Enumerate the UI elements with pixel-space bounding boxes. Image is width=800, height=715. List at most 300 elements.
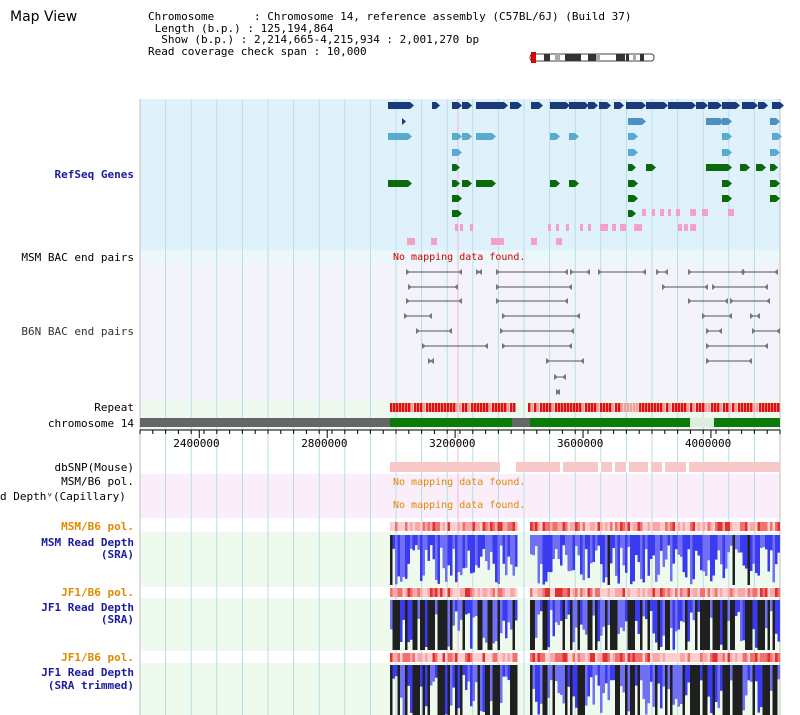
polymorphism-cell	[635, 653, 638, 662]
polymorphism-cell	[643, 522, 646, 531]
read-depth-bar	[408, 665, 411, 686]
repeat-block	[738, 403, 741, 412]
polymorphism-cell	[538, 653, 541, 662]
read-depth-bar	[473, 600, 476, 617]
polymorphism-cell	[470, 653, 473, 662]
polymorphism-cell	[485, 522, 488, 531]
read-depth-bar	[628, 665, 631, 711]
repeat-block	[699, 403, 702, 412]
polymorphism-cell	[493, 588, 496, 597]
read-depth-bar	[455, 665, 458, 715]
read-depth-bar	[625, 600, 628, 621]
polymorphism-cell	[693, 522, 696, 531]
repeat-block	[717, 403, 720, 412]
read-depth-capillary-label[interactable]: d Depthᵛ(Capillary)	[0, 490, 126, 503]
b6n-bac-label[interactable]: B6N BAC end pairs	[21, 325, 134, 338]
repeat-block	[666, 403, 669, 412]
read-depth-bar	[610, 600, 613, 650]
polymorphism-cell	[600, 522, 603, 531]
read-depth-bar	[710, 665, 713, 713]
polymorphism-cell	[545, 653, 548, 662]
repeat-block	[576, 403, 579, 412]
show-value: 2,214,665-4,215,934 : 2,001,270 bp	[253, 33, 480, 46]
read-depth-bar	[473, 665, 476, 701]
read-depth-bar	[683, 665, 686, 715]
read-depth-bar	[435, 535, 438, 580]
read-depth-bar	[730, 665, 733, 680]
read-depth-bar	[400, 535, 403, 582]
read-depth-bar	[565, 665, 568, 715]
polymorphism-cell	[410, 653, 413, 662]
polymorphism-cell	[500, 653, 503, 662]
read-depth-bar	[685, 535, 688, 577]
gene-feature	[462, 180, 468, 187]
polymorphism-cell	[770, 522, 773, 531]
polymorphism-cell	[593, 522, 596, 531]
read-depth-bar	[510, 600, 513, 630]
read-depth-bar	[610, 535, 613, 563]
polymorphism-cell	[553, 588, 556, 597]
polymorphism-cell	[613, 588, 616, 597]
read-depth-bar	[550, 665, 553, 680]
read-depth-bar	[473, 535, 476, 573]
read-depth-bar	[500, 665, 503, 703]
polymorphism-cell	[720, 653, 723, 662]
read-depth-bar	[438, 665, 441, 715]
polymorphism-cell	[543, 522, 546, 531]
gene-feature	[690, 209, 696, 216]
polymorphism-cell	[690, 588, 693, 597]
polymorphism-cell	[420, 588, 423, 597]
polymorphism-cell	[450, 653, 453, 662]
polymorphism-cell	[750, 522, 753, 531]
read-depth-bar	[428, 535, 431, 561]
repeat-block	[552, 403, 555, 412]
read-depth-bar	[635, 535, 638, 555]
read-depth-bar	[778, 600, 781, 642]
read-depth-bar	[693, 535, 696, 579]
polymorphism-cell	[400, 588, 403, 597]
read-depth-bar	[488, 535, 491, 570]
repeat-block	[636, 403, 639, 412]
ideogram-band	[588, 54, 596, 61]
read-depth-bar	[593, 600, 596, 616]
polymorphism-cell	[608, 588, 611, 597]
read-depth-bar	[713, 535, 716, 576]
read-depth-bar	[550, 535, 553, 572]
read-depth-bar	[635, 600, 638, 621]
read-depth-bar	[443, 600, 446, 650]
read-depth-bar	[633, 535, 636, 581]
polymorphism-cell	[463, 522, 466, 531]
read-depth-bar	[625, 665, 628, 715]
polymorphism-cell	[733, 522, 736, 531]
read-depth-bar	[578, 665, 581, 715]
polymorphism-cell	[475, 653, 478, 662]
read-depth-bar	[565, 535, 568, 555]
read-depth-bar	[463, 665, 466, 675]
polymorphism-cell	[690, 522, 693, 531]
repeat-block	[711, 403, 714, 412]
repeat-block	[579, 403, 582, 412]
polymorphism-cell	[725, 653, 728, 662]
read-depth-bar	[465, 665, 468, 690]
msm-b6-pol-label-2[interactable]: MSM/B6 pol.	[61, 520, 134, 533]
capillary-no-data: No mapping data found.	[393, 500, 526, 511]
polymorphism-cell	[398, 653, 401, 662]
polymorphism-cell	[773, 653, 776, 662]
gene-feature	[770, 118, 776, 125]
repeat-block	[612, 403, 615, 412]
read-depth-bar	[495, 535, 498, 582]
polymorphism-cell	[680, 653, 683, 662]
read-depth-bar	[648, 600, 651, 650]
read-depth-bar	[425, 665, 428, 706]
gene-feature	[676, 209, 680, 216]
dbsnp-label[interactable]: dbSNP(Mouse)	[54, 461, 134, 474]
polymorphism-cell	[685, 653, 688, 662]
polymorphism-cell	[763, 588, 766, 597]
polymorphism-cell	[500, 588, 503, 597]
repeat-block	[645, 403, 648, 412]
polymorphism-cell	[598, 588, 601, 597]
polymorphism-cell	[775, 522, 778, 531]
repeat-block	[420, 403, 423, 412]
polymorphism-cell	[540, 522, 543, 531]
repeat-block	[483, 403, 486, 412]
read-depth-bar	[773, 535, 776, 582]
read-depth-bar	[555, 600, 558, 622]
read-depth-bar	[415, 665, 418, 715]
read-depth-bar	[645, 665, 648, 715]
read-depth-bar	[493, 535, 496, 564]
repeat-block	[585, 403, 588, 412]
gene-feature	[550, 102, 566, 109]
jf1-b6-pol-label-1[interactable]: JF1/B6 pol.	[61, 586, 134, 599]
gene-feature	[491, 238, 499, 245]
polymorphism-cell	[668, 588, 671, 597]
ideogram-band	[633, 54, 636, 61]
polymorphism-cell	[735, 653, 738, 662]
polymorphism-cell	[390, 653, 393, 662]
polymorphism-cell	[733, 588, 736, 597]
read-depth-bar	[413, 665, 416, 715]
read-depth-bar	[715, 665, 718, 702]
read-depth-bar	[705, 600, 708, 650]
gene-feature	[431, 238, 437, 245]
gene-feature	[728, 209, 734, 216]
read-depth-bar	[713, 665, 716, 715]
read-depth-bar	[620, 535, 623, 548]
chromosome-bar	[390, 418, 512, 427]
polymorphism-cell	[753, 588, 756, 597]
polymorphism-cell	[408, 588, 411, 597]
read-depth-bar	[623, 535, 626, 565]
read-depth-bar	[500, 535, 503, 546]
refseq-genes-label[interactable]: RefSeq Genes	[54, 168, 134, 181]
polymorphism-cell	[708, 522, 711, 531]
polymorphism-cell	[558, 522, 561, 531]
polymorphism-cell	[648, 588, 651, 597]
polymorphism-cell	[630, 653, 633, 662]
polymorphism-cell	[575, 653, 578, 662]
repeat-block	[408, 403, 411, 412]
gene-feature	[550, 180, 556, 187]
gene-feature	[646, 102, 664, 109]
polymorphism-cell	[475, 588, 478, 597]
polymorphism-cell	[603, 653, 606, 662]
read-depth-bar	[403, 665, 406, 715]
msm-b6-pol-label-1[interactable]: MSM/B6 pol.	[61, 475, 134, 488]
read-depth-bar	[478, 535, 481, 568]
repeat-block	[603, 403, 606, 412]
read-depth-bar	[583, 600, 586, 630]
read-depth-bar	[633, 665, 636, 715]
read-depth-bar	[485, 600, 488, 643]
repeat-block	[750, 403, 753, 412]
read-depth-bar	[745, 665, 748, 695]
read-depth-bar	[433, 535, 436, 559]
read-depth-bar	[698, 665, 701, 715]
polymorphism-cell	[435, 522, 438, 531]
read-depth-bar	[643, 600, 646, 616]
repeat-block	[510, 403, 513, 412]
read-depth-bar	[725, 600, 728, 650]
repeat-block	[474, 403, 477, 412]
repeat-block	[723, 403, 726, 412]
polymorphism-cell	[590, 653, 593, 662]
read-depth-bar	[730, 535, 733, 546]
polymorphism-cell	[700, 588, 703, 597]
repeat-block	[732, 403, 735, 412]
polymorphism-cell	[608, 653, 611, 662]
polymorphism-cell	[395, 588, 398, 597]
polymorphism-cell	[413, 588, 416, 597]
read-depth-bar	[655, 600, 658, 642]
read-depth-bar	[743, 600, 746, 640]
read-depth-bar	[545, 665, 548, 715]
polymorphism-cell	[568, 653, 571, 662]
polymorphism-cell	[468, 522, 471, 531]
read-depth-bar	[530, 535, 533, 554]
ideogram-band	[544, 54, 550, 61]
polymorphism-cell	[608, 522, 611, 531]
polymorphism-cell	[513, 522, 516, 531]
read-depth-bar	[535, 665, 538, 702]
polymorphism-cell	[448, 588, 451, 597]
repeat-block	[594, 403, 597, 412]
read-depth-bar	[758, 535, 761, 576]
read-depth-bar	[415, 535, 418, 545]
gene-feature	[706, 118, 720, 125]
read-depth-bar	[465, 535, 468, 568]
read-depth-bar	[603, 665, 606, 693]
polymorphism-cell	[678, 653, 681, 662]
repeat-block	[498, 403, 501, 412]
polymorphism-cell	[515, 522, 518, 531]
polymorphism-cell	[628, 588, 631, 597]
polymorphism-cell	[448, 653, 451, 662]
repeat-block	[678, 403, 681, 412]
read-depth-bar	[403, 600, 406, 620]
read-depth-bar	[775, 665, 778, 715]
read-depth-bar	[408, 600, 411, 642]
read-depth-bar	[448, 665, 451, 715]
ideogram-band	[596, 54, 600, 61]
polymorphism-cell	[745, 522, 748, 531]
gene-feature	[722, 118, 728, 125]
gene-feature	[510, 102, 518, 109]
gene-feature	[628, 180, 634, 187]
msm-bac-label[interactable]: MSM BAC end pairs	[21, 251, 134, 264]
read-depth-bar	[570, 600, 573, 650]
polymorphism-cell	[480, 522, 483, 531]
polymorphism-cell	[558, 653, 561, 662]
polymorphism-cell	[645, 588, 648, 597]
jf1-trim-label[interactable]: JF1 Read Depth	[41, 666, 134, 679]
polymorphism-cell	[403, 522, 406, 531]
polymorphism-cell	[478, 588, 481, 597]
polymorphism-cell	[635, 522, 638, 531]
polymorphism-cell	[710, 522, 713, 531]
polymorphism-cell	[623, 522, 626, 531]
read-depth-bar	[765, 665, 768, 715]
read-depth-bar	[773, 665, 776, 715]
read-depth-bar	[745, 535, 748, 569]
polymorphism-cell	[725, 588, 728, 597]
read-depth-bar	[760, 600, 763, 650]
polymorphism-cell	[410, 522, 413, 531]
polymorphism-cell	[710, 588, 713, 597]
polymorphism-cell	[740, 653, 743, 662]
msm-read-depth-label[interactable]: MSM Read Depth	[41, 536, 134, 549]
read-depth-bar	[478, 665, 481, 715]
polymorphism-cell	[443, 522, 446, 531]
polymorphism-cell	[650, 522, 653, 531]
gene-feature	[476, 133, 492, 140]
read-depth-bar	[450, 600, 453, 650]
read-depth-bar	[405, 600, 408, 650]
polymorphism-cell	[395, 522, 398, 531]
polymorphism-cell	[490, 522, 493, 531]
polymorphism-cell	[613, 522, 616, 531]
polymorphism-cell	[640, 653, 643, 662]
polymorphism-cell	[468, 653, 471, 662]
read-depth-bar	[740, 600, 743, 641]
read-depth-bar	[733, 665, 736, 715]
read-depth-bar	[688, 600, 691, 641]
polymorphism-cell	[578, 653, 581, 662]
repeat-block	[597, 403, 600, 412]
jf1-read-depth-label[interactable]: JF1 Read Depth	[41, 601, 134, 614]
repeat-block	[609, 403, 612, 412]
repeat-block	[435, 403, 438, 412]
gene-feature	[646, 164, 652, 171]
repeat-block	[561, 403, 564, 412]
read-depth-bar	[400, 600, 403, 642]
repeat-block	[501, 403, 504, 412]
polymorphism-cell	[440, 588, 443, 597]
polymorphism-cell	[580, 588, 583, 597]
polymorphism-cell	[663, 522, 666, 531]
polymorphism-cell	[703, 522, 706, 531]
gene-feature	[588, 102, 594, 109]
repeat-block	[630, 403, 633, 412]
read-depth-bar	[448, 535, 451, 565]
polymorphism-cell	[398, 588, 401, 597]
polymorphism-cell	[715, 653, 718, 662]
polymorphism-cell	[463, 653, 466, 662]
read-depth-bar	[743, 535, 746, 566]
polymorphism-cell	[745, 653, 748, 662]
read-depth-bar	[663, 535, 666, 567]
read-depth-bar	[553, 535, 556, 559]
polymorphism-cell	[465, 588, 468, 597]
msm-read-depth-sub-label: (SRA)	[100, 548, 134, 561]
read-depth-bar	[420, 665, 423, 687]
gene-feature	[432, 102, 436, 109]
polymorphism-cell	[778, 653, 781, 662]
polymorphism-cell	[755, 588, 758, 597]
jf1-b6-pol-label-2[interactable]: JF1/B6 pol.	[61, 651, 134, 664]
read-depth-bar	[463, 535, 466, 568]
read-depth-bar	[570, 665, 573, 715]
read-depth-bar	[760, 535, 763, 548]
read-depth-bar	[450, 535, 453, 576]
read-depth-bar	[430, 535, 433, 545]
polymorphism-cell	[653, 522, 656, 531]
read-depth-bar	[738, 535, 741, 553]
polymorphism-cell	[633, 653, 636, 662]
polymorphism-cell	[420, 522, 423, 531]
polymorphism-cell	[713, 653, 716, 662]
polymorphism-cell	[408, 522, 411, 531]
polymorphism-cell	[618, 653, 621, 662]
read-depth-bar	[608, 600, 611, 625]
polymorphism-cell	[473, 588, 476, 597]
polymorphism-cell	[700, 653, 703, 662]
polymorphism-cell	[560, 653, 563, 662]
chromosome-track-label[interactable]: chromosome 14	[47, 417, 134, 430]
repeat-block	[465, 403, 468, 412]
chromosome-label: Chromosome	[148, 10, 215, 23]
read-depth-bar	[445, 665, 448, 714]
read-depth-bar	[568, 600, 571, 615]
read-depth-bar	[623, 600, 626, 631]
axis-tick-label: 4000000	[684, 437, 732, 450]
coverage-label: Read coverage check span	[148, 44, 307, 58]
read-depth-bar	[663, 665, 666, 687]
read-depth-bar	[513, 665, 516, 715]
read-depth-bar	[615, 665, 618, 715]
repeat-block	[747, 403, 750, 412]
polymorphism-cell	[498, 522, 501, 531]
polymorphism-cell	[765, 653, 768, 662]
polymorphism-cell	[573, 588, 576, 597]
read-depth-bar	[765, 535, 768, 549]
read-depth-bar	[470, 535, 473, 573]
read-depth-bar	[628, 535, 631, 547]
read-depth-bar	[653, 665, 656, 707]
read-depth-bar	[683, 535, 686, 572]
polymorphism-cell	[670, 653, 673, 662]
polymorphism-cell	[623, 588, 626, 597]
read-depth-bar	[690, 665, 693, 715]
read-depth-bar	[663, 600, 666, 636]
repeat-label[interactable]: Repeat	[94, 401, 134, 414]
polymorphism-cell	[618, 588, 621, 597]
polymorphism-cell	[503, 653, 506, 662]
